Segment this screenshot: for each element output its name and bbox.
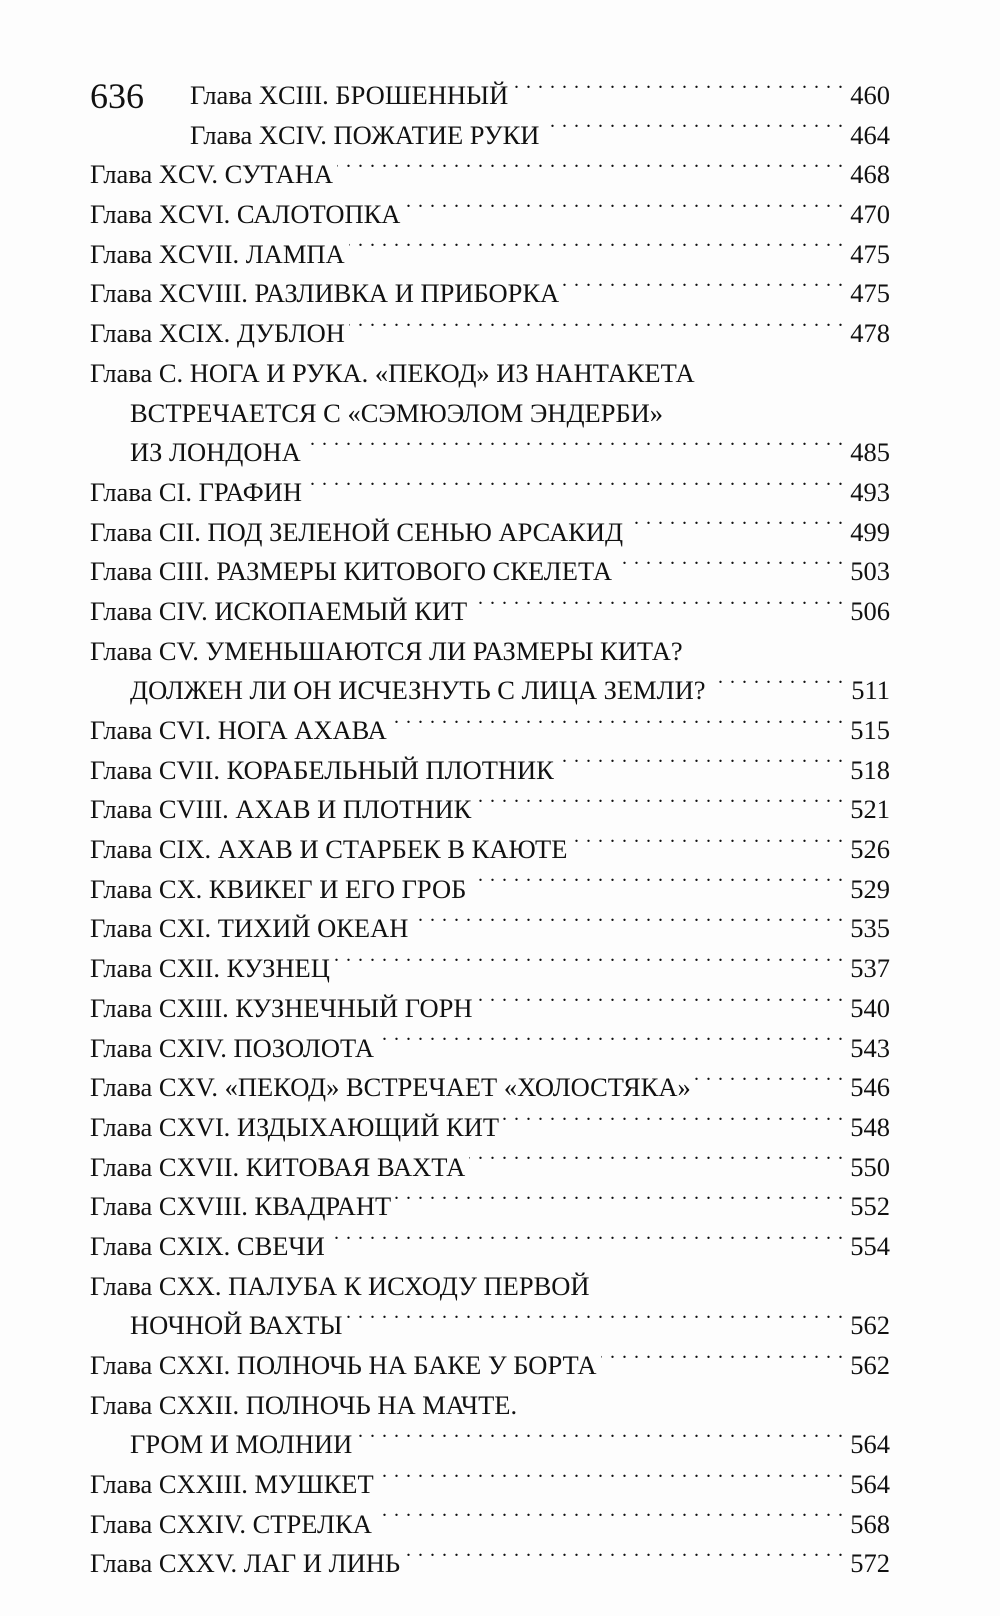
toc-entry-continuation: [90, 1306, 890, 1346]
page-reference: 562: [850, 1310, 890, 1341]
toc-entry: [90, 1386, 890, 1426]
toc-entry: [90, 751, 890, 791]
page-reference: 535: [850, 913, 890, 944]
dot-leader: [571, 832, 844, 859]
toc-entry: [90, 1465, 890, 1505]
dot-leader: [306, 474, 844, 501]
page-reference: 511: [851, 675, 890, 706]
chapter-title: Глава CXXIII. МУШКЕТ: [90, 1469, 374, 1500]
dot-leader: [349, 316, 844, 343]
dot-leader: [404, 1546, 844, 1573]
toc-entry-continuation: [90, 394, 890, 434]
dot-leader: [503, 1109, 844, 1136]
page-reference: 562: [850, 1350, 890, 1380]
dot-leader: [471, 593, 844, 620]
toc-entry: [90, 1108, 890, 1148]
chapter-title: Глава C. НОГА И РУКА. «ПЕКОД» ИЗ НАНТАКЕТА: [90, 357, 695, 388]
dot-leader: [475, 792, 844, 819]
chapter-title: Глава CXI. ТИХИЙ ОКЕАН: [90, 913, 409, 944]
chapter-title: ДОЛЖЕН ЛИ ОН ИСЧЕЗНУТЬ С ЛИЦА ЗЕМЛИ?: [130, 675, 706, 706]
dot-leader: [695, 1070, 844, 1097]
chapter-title: Глава CII. ПОД ЗЕЛЕНОЙ СЕНЬЮ АРСАКИД: [90, 516, 624, 547]
page-reference: 554: [850, 1230, 890, 1261]
toc-entry: [90, 116, 890, 156]
toc-entry: [90, 1267, 890, 1307]
toc-entry: [90, 592, 890, 632]
chapter-title: Глава CV. УМЕНЬШАЮТСЯ ЛИ РАЗМЕРЫ КИТА?: [90, 635, 683, 666]
toc-entry: [90, 235, 890, 275]
page-reference: 478: [850, 318, 890, 349]
dot-leader: [412, 911, 844, 938]
toc-entry: [90, 1505, 890, 1545]
chapter-title: Глава CIII. РАЗМЕРЫ КИТОВОГО СКЕЛЕТА: [90, 556, 612, 587]
dot-leader: [512, 78, 844, 105]
page-reference: 475: [850, 238, 890, 269]
dot-leader: [469, 1149, 844, 1176]
chapter-title: Глава XCVIII. РАЗЛИВКА И ПРИБОРКА: [90, 278, 560, 309]
dot-leader: [391, 713, 844, 740]
dot-leader: [395, 1189, 844, 1216]
dot-leader: [346, 1308, 844, 1335]
dot-leader: [601, 1348, 844, 1375]
chapter-title: Глава CXVIII. КВАДРАНТ: [90, 1191, 392, 1222]
toc-entry-continuation: [90, 433, 890, 473]
chapter-title: Глава CXIII. КУЗНЕЧНЫЙ ГОРН: [90, 992, 473, 1023]
page-reference: 540: [850, 992, 890, 1023]
toc-entry: [90, 1148, 890, 1188]
page-reference: 568: [850, 1508, 890, 1539]
toc-entry: [90, 314, 890, 354]
toc-entry: [90, 195, 890, 235]
toc-entry: [90, 552, 890, 592]
chapter-title: Глава CXIV. ПОЗОЛОТА: [90, 1032, 374, 1063]
dot-leader: [378, 1030, 844, 1057]
toc-entry: [90, 790, 890, 830]
toc-entry: [90, 76, 890, 116]
toc-entry-continuation: [90, 671, 890, 711]
page-reference: 470: [850, 199, 890, 230]
chapter-title: Глава CXXV. ЛАГ И ЛИНЬ: [90, 1548, 401, 1579]
dot-leader: [563, 276, 844, 303]
page-reference: 548: [850, 1111, 890, 1142]
page-reference: 460: [850, 80, 890, 110]
chapter-title: Глава CIV. ИСКОПАЕМЫЙ КИТ: [90, 595, 468, 626]
chapter-title: Глава XCIV. ПОЖАТИЕ РУКИ: [190, 119, 540, 150]
toc-entry: [90, 711, 890, 751]
toc-entry: [90, 155, 890, 195]
dot-leader: [376, 1506, 844, 1533]
chapter-title: Глава XCIII. БРОШЕННЫЙ: [190, 80, 509, 110]
chapter-title: ВСТРЕЧАЕТСЯ С «СЭМЮЭЛОМ ЭНДЕРБИ»: [130, 397, 664, 428]
toc-entry: [90, 989, 890, 1029]
chapter-title: Глава CX. КВИКЕГ И ЕГО ГРОБ: [90, 873, 467, 904]
toc-entry: [90, 473, 890, 513]
chapter-title: Глава XCVI. САЛОТОПКА: [90, 199, 401, 230]
chapter-title: Глава CXX. ПАЛУБА К ИСХОДУ ПЕРВОЙ: [90, 1270, 590, 1301]
page-reference: 526: [850, 834, 890, 865]
chapter-title: Глава CIX. АХАВ И СТАРБЕК В КАЮТЕ: [90, 834, 568, 865]
page-reference: 552: [850, 1191, 890, 1222]
page-reference: 529: [850, 873, 890, 904]
chapter-title: Глава XCVII. ЛАМПА: [90, 238, 345, 269]
toc-entry: [90, 1346, 890, 1386]
dot-leader: [543, 117, 844, 144]
toc-entry: [90, 1544, 890, 1584]
dot-leader: [356, 1427, 844, 1454]
chapter-title: Глава XCV. СУТАНА: [90, 159, 334, 190]
toc-entry: [90, 1029, 890, 1069]
toc-entry-continuation: [90, 1425, 890, 1465]
dot-leader: [337, 157, 844, 184]
toc-entry: [90, 1187, 890, 1227]
chapter-title: Глава CXXII. ПОЛНОЧЬ НА МАЧТЕ.: [90, 1389, 518, 1420]
toc-entry: [90, 274, 890, 314]
toc-entry: [90, 513, 890, 553]
page-reference: 564: [850, 1429, 890, 1460]
dot-leader: [627, 514, 844, 541]
chapter-title: ГРОМ И МОЛНИИ: [130, 1429, 353, 1460]
page-reference: 475: [850, 278, 890, 309]
page-reference: 468: [850, 159, 890, 190]
chapter-title: Глава CVI. НОГА АХАВА: [90, 715, 387, 745]
dot-leader: [404, 197, 844, 224]
chapter-title: Глава XCIX. ДУБЛОН: [90, 318, 345, 349]
chapter-title: Глава CXVII. КИТОВАЯ ВАХТА: [90, 1151, 466, 1182]
page-reference: 493: [850, 476, 890, 507]
chapter-title: Глава CI. ГРАФИН: [90, 476, 302, 507]
dot-leader: [329, 1228, 844, 1255]
chapter-title: НОЧНОЙ ВАХТЫ: [130, 1310, 343, 1341]
chapter-title: Глава CVIII. АХАВ И ПЛОТНИК: [90, 794, 472, 825]
dot-leader: [349, 236, 844, 263]
dot-leader: [470, 871, 844, 898]
page-number: 636: [90, 76, 144, 116]
dot-leader: [558, 752, 844, 779]
page-reference: 521: [850, 794, 890, 825]
chapter-title: ИЗ ЛОНДОНА: [130, 437, 301, 468]
toc-entry: [90, 1068, 890, 1108]
page-reference: 518: [850, 754, 890, 785]
chapter-title: Глава CXXI. ПОЛНОЧЬ НА БАКЕ У БОРТА: [90, 1350, 597, 1380]
toc-entry: [90, 870, 890, 910]
toc-entry: [90, 909, 890, 949]
dot-leader: [616, 554, 844, 581]
chapter-title: Глава CXIX. СВЕЧИ: [90, 1230, 325, 1261]
page-reference: 537: [850, 953, 890, 984]
dot-leader: [378, 1467, 844, 1494]
page-reference: 464: [850, 119, 890, 150]
dot-leader: [710, 673, 845, 700]
toc-entry: [90, 632, 890, 672]
page-reference: 499: [850, 516, 890, 547]
page-reference: 543: [850, 1032, 890, 1063]
toc-entry: [90, 949, 890, 989]
page-reference: 546: [850, 1072, 890, 1103]
dot-leader: [334, 951, 844, 978]
chapter-title: Глава CXXIV. СТРЕЛКА: [90, 1508, 372, 1539]
page-reference: 572: [850, 1548, 890, 1579]
page-reference: 515: [850, 715, 890, 745]
page-reference: 503: [850, 556, 890, 587]
toc-entry: [90, 354, 890, 394]
toc-entry: [90, 830, 890, 870]
dot-leader: [305, 435, 844, 462]
chapter-title: Глава CXVI. ИЗДЫХАЮЩИЙ КИТ: [90, 1111, 500, 1142]
chapter-title: Глава CXV. «ПЕКОД» ВСТРЕЧАЕТ «ХОЛОСТЯКА»: [90, 1072, 691, 1103]
page-reference: 485: [850, 437, 890, 468]
page-reference: 564: [850, 1469, 890, 1500]
dot-leader: [476, 990, 844, 1017]
page-reference: 506: [850, 595, 890, 626]
page-reference: 550: [850, 1151, 890, 1182]
chapter-title: Глава CXII. КУЗНЕЦ: [90, 953, 330, 984]
toc-entry: [90, 1227, 890, 1267]
chapter-title: Глава CVII. КОРАБЕЛЬНЫЙ ПЛОТНИК: [90, 754, 554, 785]
table-of-contents: [90, 76, 890, 1584]
